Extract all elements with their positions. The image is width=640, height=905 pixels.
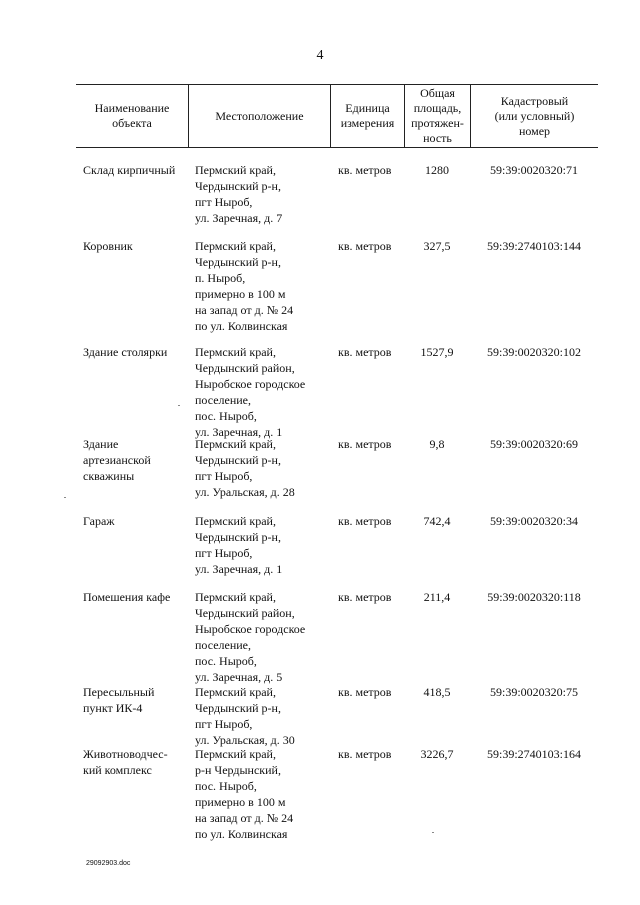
cell-cadastral: 59:39:2740103:144 [486,239,581,253]
scan-speck [178,405,180,406]
table-row [76,684,598,746]
cell-location: Пермский край, Чердынский р-н, пгт Ныроб, ул. Уральская, д. 28 [195,437,295,499]
scan-speck [432,832,434,833]
cell-name: Здание столярки [83,345,168,359]
cell-unit: кв. метров [338,590,392,604]
cell-area: 1527,9 [420,345,454,359]
cell-name: Пересыльный пункт ИК-4 [83,685,155,715]
cell-cadastral: 59:39:0020320:118 [487,590,581,604]
header-cadastral: Кадастровый (или условный) номер [470,85,598,147]
table-header [76,84,598,148]
cell-area: 3226,7 [420,747,454,761]
cell-cadastral: 59:39:2740103:164 [486,747,581,761]
cell-location: Пермский край, р-н Чердынский, пос. Ныроб, примерно в 100 м на запад от д. № 24 по ул. Колвинская [195,747,294,841]
table-row [76,344,598,439]
cell-cadastral: 59:39:0020320:69 [489,437,578,451]
cell-unit: кв. метров [338,747,392,761]
cell-name: Здание артезианской скважины [83,437,151,483]
cell-unit: кв. метров [338,685,392,699]
footer-filename: 29092903.doc [86,860,131,867]
cell-area: 742,4 [423,514,451,528]
table-row [76,746,598,842]
header-area: Общая площадь, протяжен- ность [404,85,470,147]
cell-name: Коровник [83,239,133,253]
cell-area: 9,8 [429,437,445,451]
scan-speck [64,497,66,498]
table-row [76,238,598,344]
cell-unit: кв. метров [338,345,392,359]
cell-name: Помешения кафе [83,590,171,604]
header-row [76,85,598,147]
cell-unit: кв. метров [338,163,392,177]
header-location: Местоположение [188,85,330,147]
cell-location: Пермский край, Чердынский р-н, пгт Ныроб, ул. Уральская, д. 30 [195,685,295,747]
table-row [76,513,598,589]
cell-location: Пермский край, Чердынский р-н, пгт Ныроб, ул. Заречная, д. 1 [195,514,283,576]
cell-area: 1280 [425,163,449,177]
header-unit: Единица измерения [330,85,404,147]
table-row [76,436,598,513]
cell-name: Гараж [83,514,115,528]
table-row [76,589,598,684]
cell-location: Пермский край, Чердынский район, Ныробское городское поселение, пос. Ныроб, ул. Заречная, д. 1 [195,345,306,439]
cell-cadastral: 59:39:0020320:34 [489,514,578,528]
cell-area: 418,5 [423,685,451,699]
cell-cadastral: 59:39:0020320:75 [489,685,578,699]
table-row [76,162,598,238]
cell-cadastral: 59:39:0020320:71 [489,163,578,177]
cell-location: Пермский край, Чердынский район, Ныробское городское поселение, пос. Ныроб, ул. Заречная, д. 5 [195,590,306,684]
cell-area: 327,5 [423,239,451,253]
table-body [76,162,598,842]
cell-unit: кв. метров [338,437,392,451]
cell-name: Склад кирпичный [83,163,176,177]
cell-unit: кв. метров [338,239,392,253]
cell-name: Животноводчес- кий комплекс [83,747,168,777]
cell-cadastral: 59:39:0020320:102 [486,345,581,359]
header-name: Наименование объекта [94,101,170,130]
page-number: 4 [316,48,324,63]
cell-unit: кв. метров [338,514,392,528]
cell-location: Пермский край, Чердынский р-н, пгт Ныроб, ул. Заречная, д. 7 [195,163,283,225]
cell-area: 211,4 [423,590,451,604]
cell-location: Пермский край, Чердынский р-н, п. Ныроб, примерно в 100 м на запад от д. № 24 по ул. Колвинская [195,239,294,333]
